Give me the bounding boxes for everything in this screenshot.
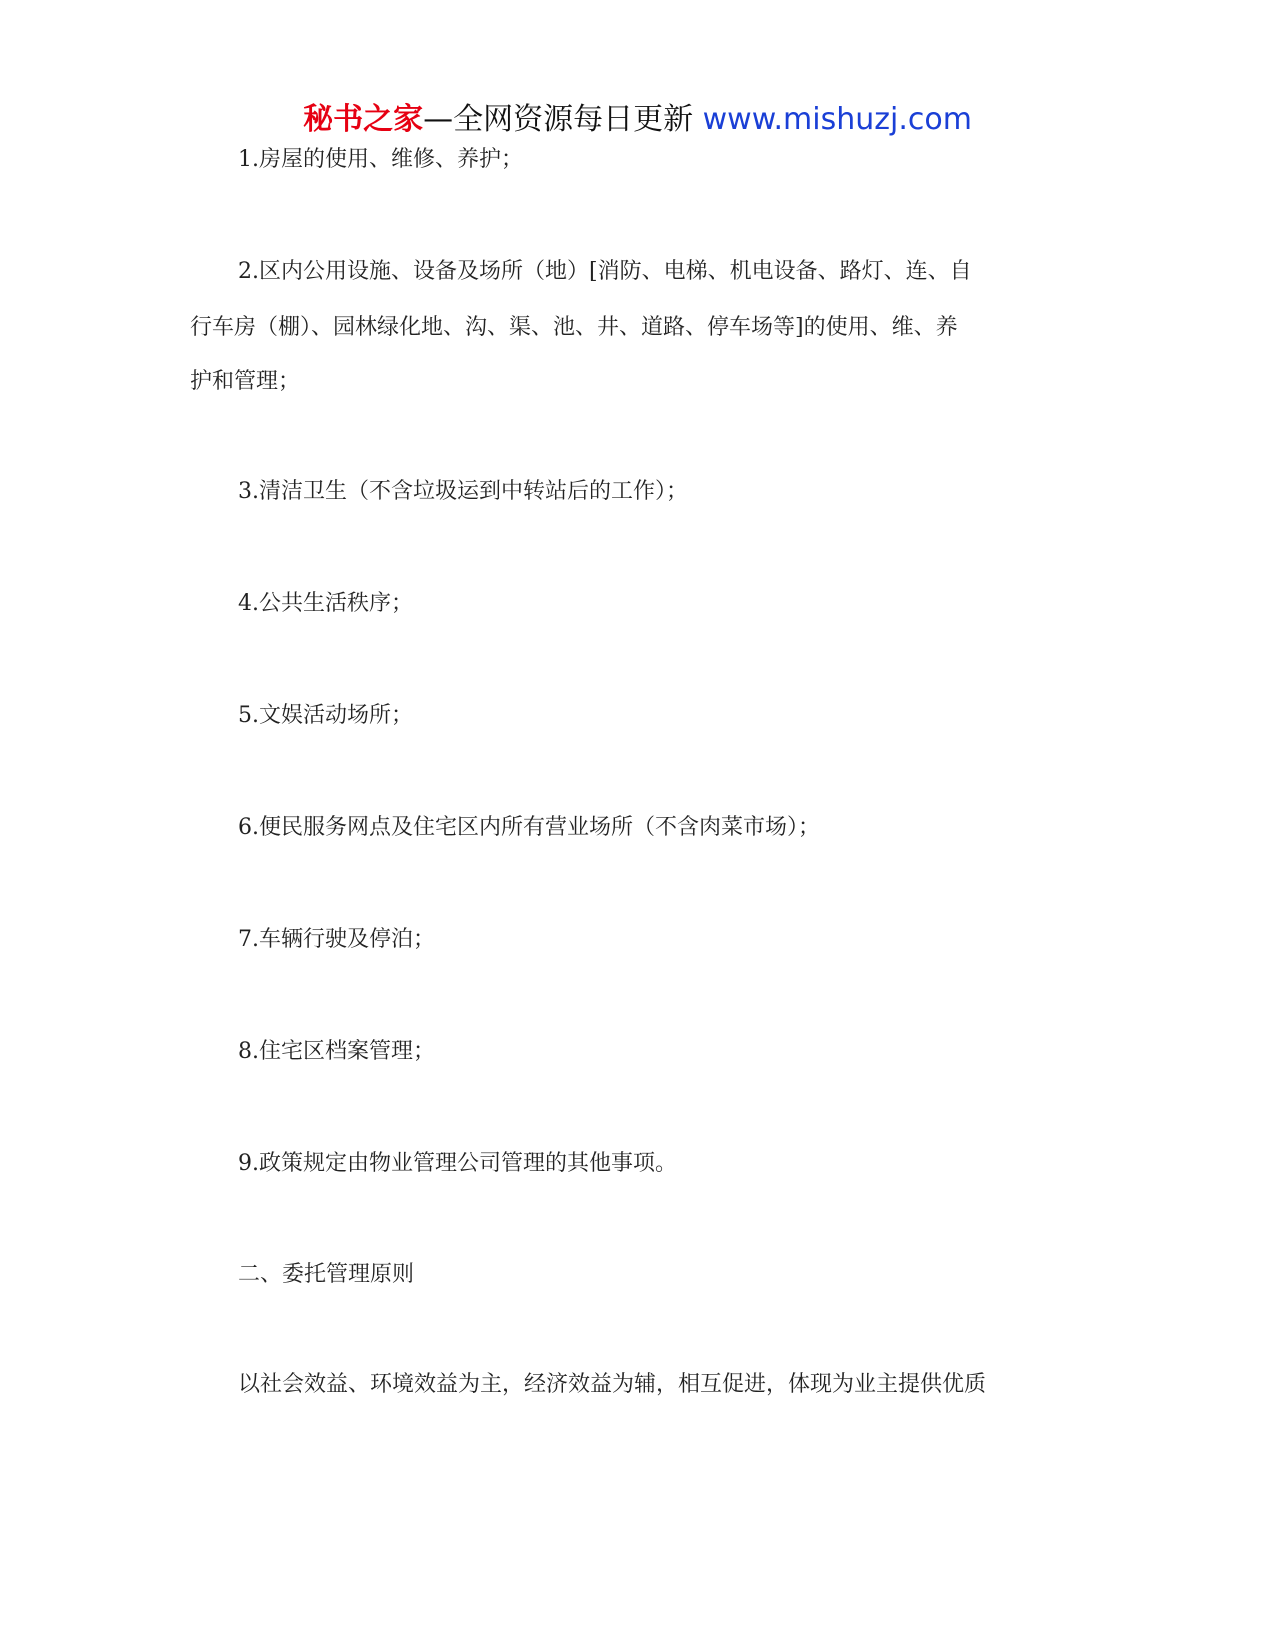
list-item-2-line-1: 2.区内公用设施、设备及场所（地）[消防、电梯、机电设备、路灯、连、自 [238, 259, 972, 284]
list-item-7: 7.车辆行驶及停泊； [238, 927, 435, 952]
list-item-8: 8.住宅区档案管理； [238, 1039, 435, 1064]
list-item-9: 9.政策规定由物业管理公司管理的其他事项。 [238, 1151, 677, 1176]
list-item-2-line-2: 行车房（棚）、园林绿化地、沟、渠、池、井、道路、停车场等]的使用、维、养 [190, 315, 958, 340]
list-item-3: 3.清洁卫生（不含垃圾运到中转站后的工作）； [238, 479, 688, 504]
brand-name: 秘书之家 [303, 102, 424, 137]
list-item-6: 6.便民服务网点及住宅区内所有营业场所（不含肉菜市场）； [238, 815, 820, 840]
section-paragraph: 以社会效益、环境效益为主，经济效益为辅，相互促进，体现为业主提供优质 [238, 1372, 987, 1397]
section-heading: 二、委托管理原则 [238, 1262, 415, 1287]
list-item-5: 5.文娱活动场所； [238, 703, 413, 728]
list-item-4: 4.公共生活秩序； [238, 591, 413, 616]
list-item-1: 1.房屋的使用、维修、养护； [238, 147, 523, 172]
header-tagline: —全网资源每日更新 [423, 102, 694, 137]
header-url-link[interactable]: www.mishuzj.com [702, 102, 972, 137]
list-item-2-line-3: 护和管理； [190, 369, 301, 394]
